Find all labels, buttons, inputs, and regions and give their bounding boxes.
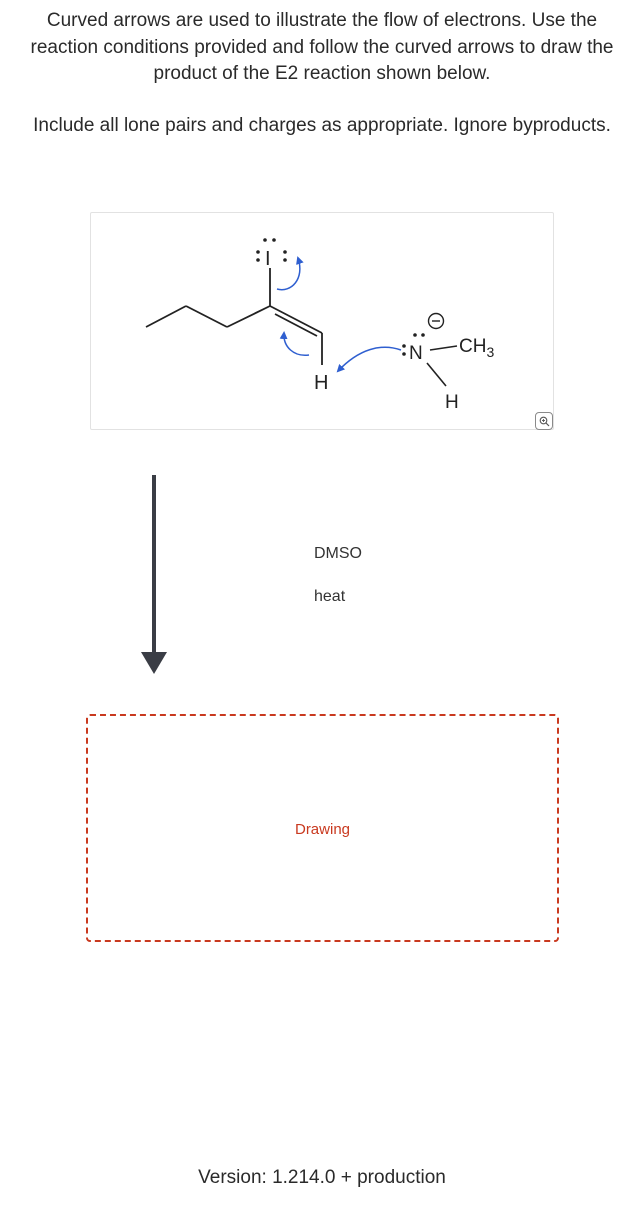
product-drawing-area[interactable] bbox=[86, 714, 559, 942]
drawing-label: Drawing bbox=[294, 821, 351, 838]
nitrogen-label: N bbox=[409, 343, 423, 364]
version-footer: Version: 1.214.0 + production bbox=[198, 1167, 446, 1188]
hydrogen-label: H bbox=[314, 372, 329, 394]
iodine-label: I bbox=[265, 248, 271, 270]
instruction-line-3: product of the E2 reaction shown below. bbox=[153, 63, 491, 84]
condition-solvent: DMSO bbox=[314, 545, 362, 562]
amide-hydrogen-label: H bbox=[445, 392, 459, 413]
instruction-line-2: reaction conditions provided and follow the curved arrows to draw the bbox=[30, 36, 614, 58]
instruction-line-1: Curved arrows are used to illustrate the flow of electrons. Use the bbox=[46, 10, 598, 31]
instruction-line-4: Include all lone pairs and charges as appropriate. Ignore byproducts. bbox=[33, 115, 611, 136]
condition-temperature: heat bbox=[314, 588, 346, 605]
methyl-label: $CH_3$ bbox=[459, 336, 495, 360]
